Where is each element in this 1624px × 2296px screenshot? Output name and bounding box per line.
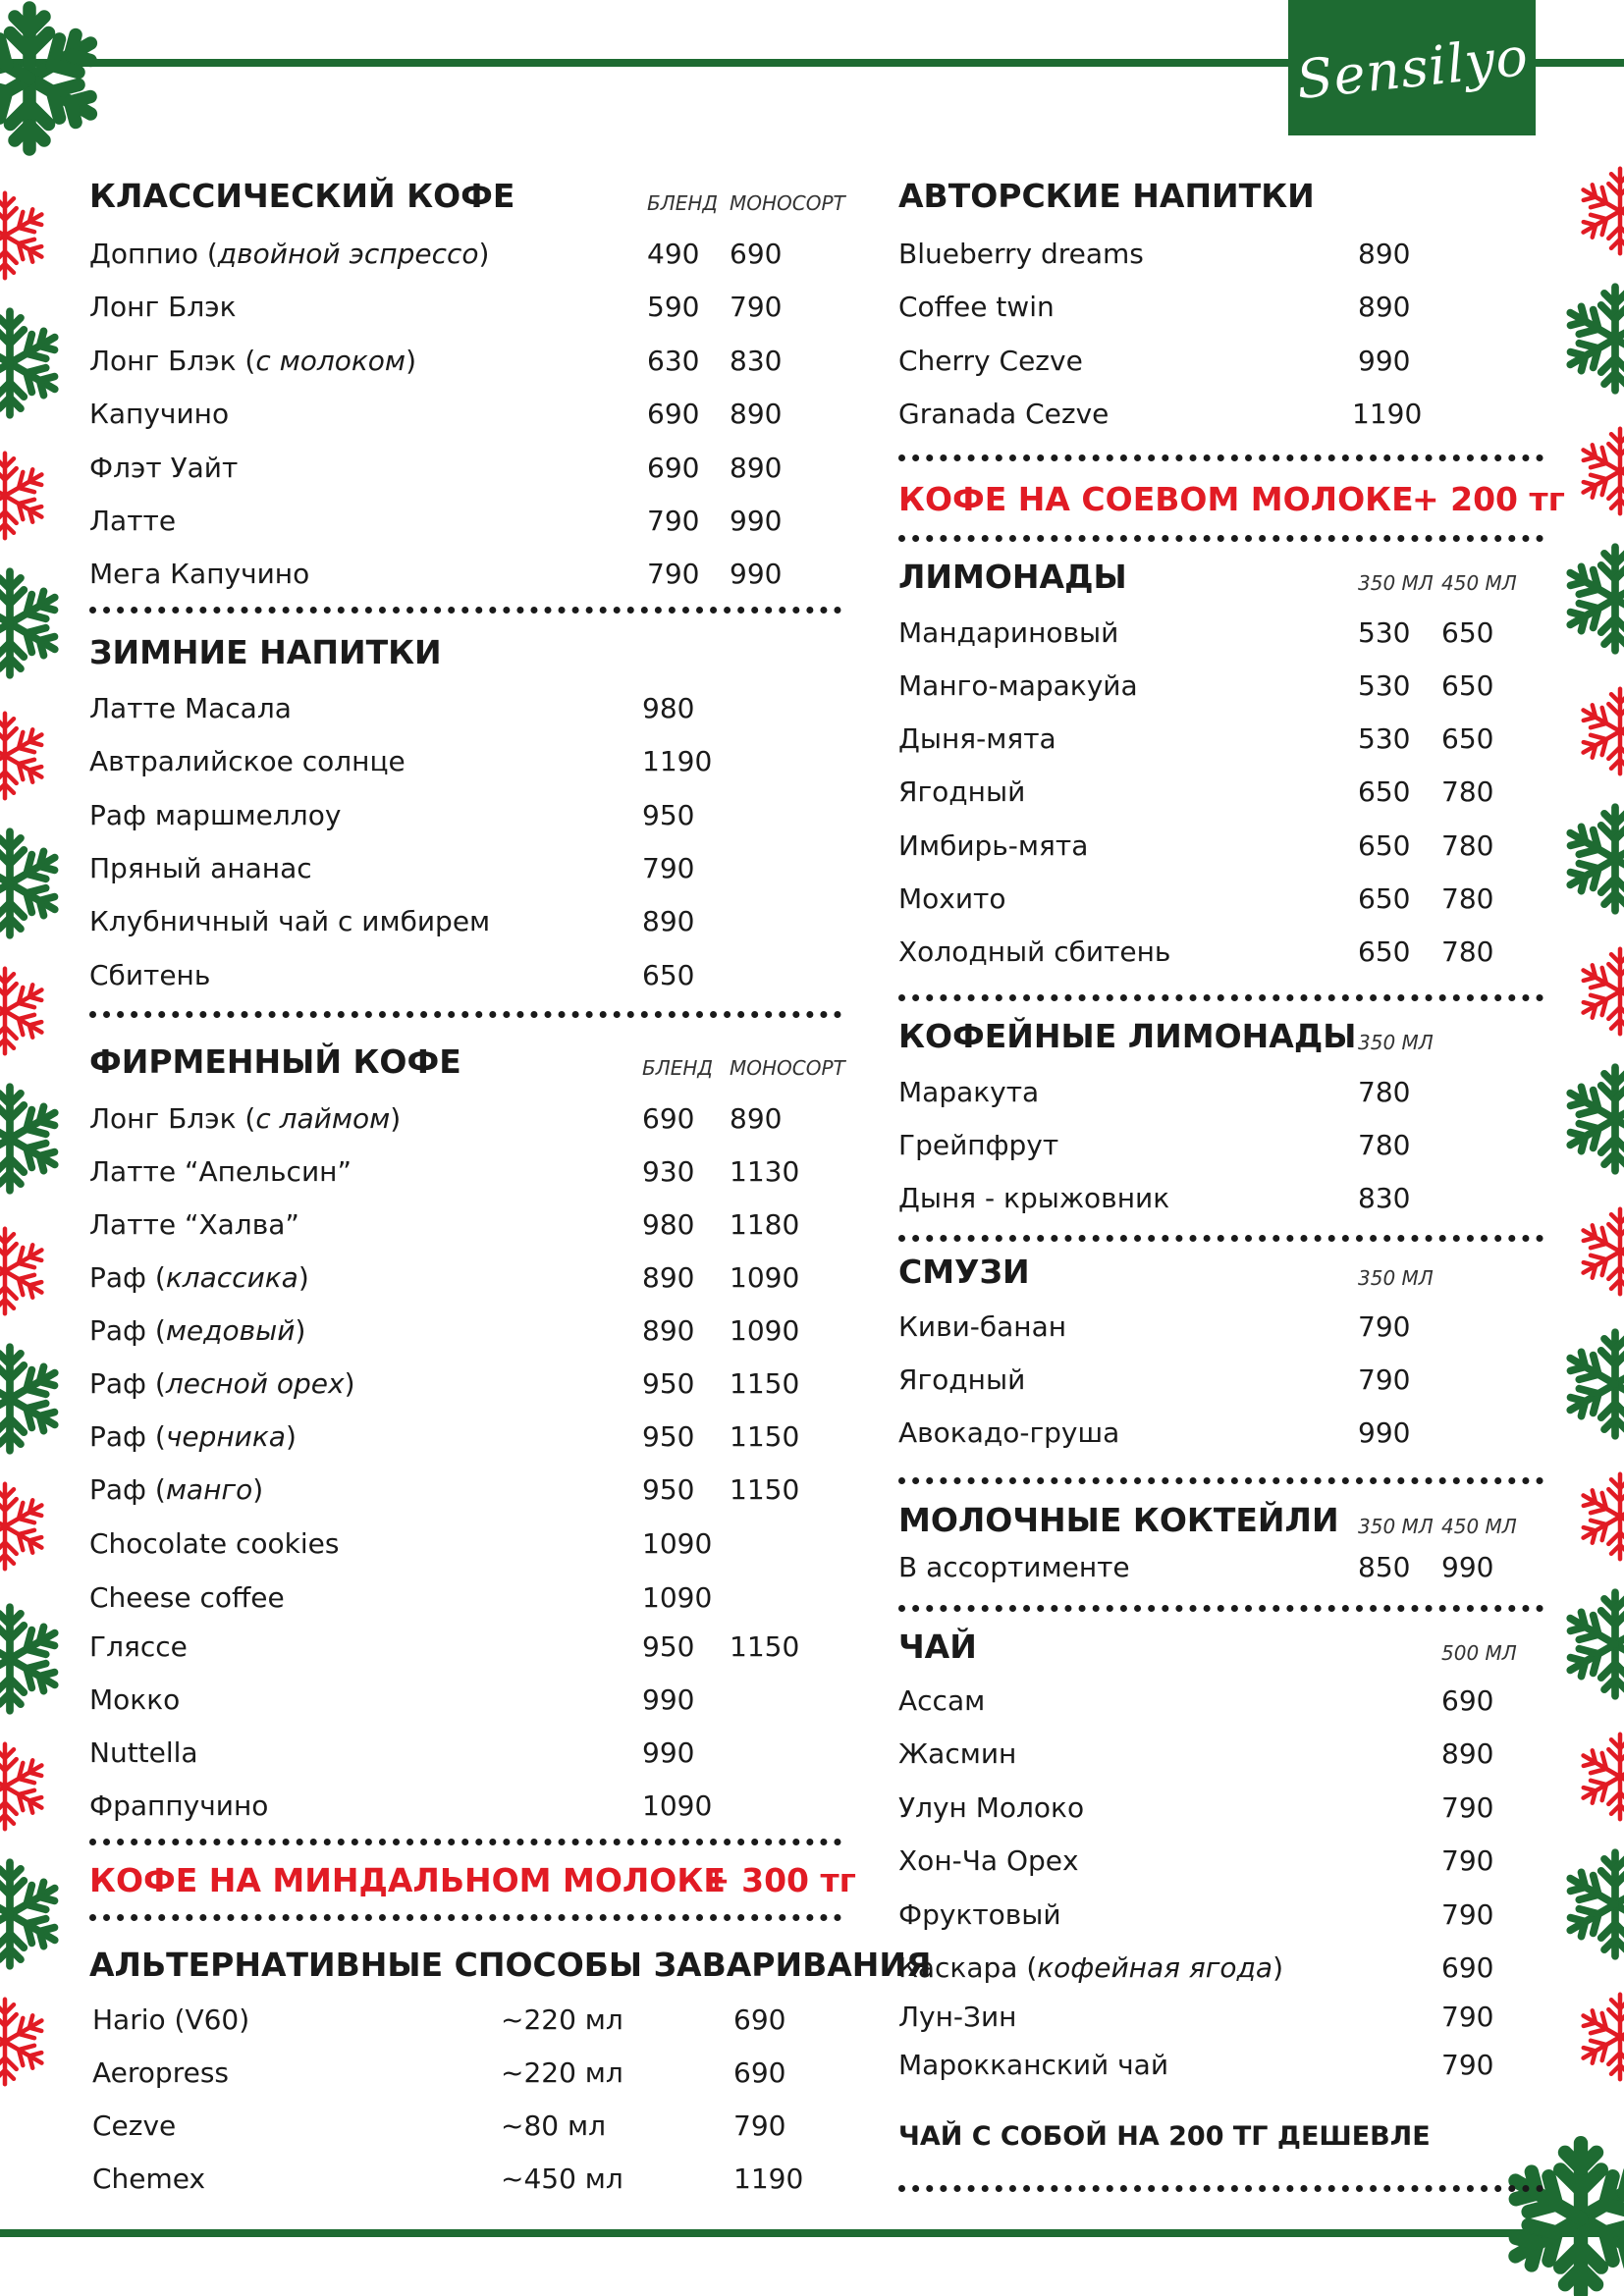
price-blend: 1090 <box>642 1527 713 1560</box>
item-name: Авокадо-груша <box>898 1416 1120 1449</box>
price-blend: 930 <box>642 1155 695 1188</box>
price-350: 780 <box>1358 1076 1411 1108</box>
item-name-note: черника <box>165 1420 286 1453</box>
price-monosort: 1150 <box>730 1420 800 1453</box>
item-name: Раф (медовый) <box>89 1314 306 1347</box>
price-blend: 890 <box>642 1314 695 1347</box>
price-350: 790 <box>1358 1310 1411 1343</box>
price-blend: 490 <box>647 238 700 270</box>
price-monosort: 1090 <box>730 1261 800 1294</box>
price-blend: 950 <box>642 1420 695 1453</box>
price: 980 <box>642 692 695 724</box>
section-title-coffee-lemonades: КОФЕЙНЫЕ ЛИМОНАДЫ <box>898 1017 1357 1055</box>
price-monosort: 1180 <box>730 1208 800 1241</box>
item-name: Латте “Халва” <box>89 1208 299 1241</box>
price-blend: 980 <box>642 1208 695 1241</box>
price-350: 530 <box>1358 616 1411 649</box>
item-name: Мокко <box>89 1683 181 1716</box>
price: 1190 <box>1352 398 1423 430</box>
price-450: 780 <box>1441 775 1494 808</box>
price-blend: 630 <box>647 345 700 377</box>
price: 890 <box>1358 291 1411 323</box>
item-name: Флэт Уайт <box>89 452 239 484</box>
price-500: 790 <box>1441 1898 1494 1931</box>
col-header-350ml: 350 МЛ <box>1358 1266 1434 1290</box>
item-name: Раф маршмеллоу <box>89 799 342 831</box>
item-name: Раф (лесной орех) <box>89 1367 355 1400</box>
item-name: Латте “Апельсин” <box>89 1155 352 1188</box>
item-name: Cheese coffee <box>89 1581 285 1614</box>
item-name: Гляссе <box>89 1630 188 1663</box>
price-350: 850 <box>1358 1551 1411 1583</box>
price-monosort: 890 <box>730 452 783 484</box>
section-title-author: АВТОРСКИЕ НАПИТКИ <box>898 177 1315 215</box>
item-name: Cherry Cezve <box>898 345 1083 377</box>
price-blend: 790 <box>647 505 700 537</box>
price-350: 780 <box>1358 1129 1411 1161</box>
dotted-separator <box>89 1839 841 1845</box>
item-name: Доппио (двойной эспрессо) <box>89 238 490 270</box>
item-name: Хон-Ча Орех <box>898 1844 1079 1877</box>
item-name: Раф (манго) <box>89 1473 264 1506</box>
item-name: Лонг Блэк <box>89 291 237 323</box>
price: 890 <box>642 905 695 937</box>
item-name: Мега Капучино <box>89 558 310 590</box>
price-monosort: 1150 <box>730 1473 800 1506</box>
item-name: Киви-банан <box>898 1310 1067 1343</box>
price-500: 790 <box>1441 2049 1494 2081</box>
item-name: Aeropress <box>92 2056 229 2089</box>
price-500: 690 <box>1441 1951 1494 1984</box>
item-name: Клубничный чай с имбирем <box>89 905 491 937</box>
price-500: 690 <box>1441 1684 1494 1717</box>
almond-milk-surcharge: + 300 тг <box>703 1861 856 1899</box>
item-name-note: лесной орех <box>165 1367 345 1400</box>
volume: ~80 мл <box>501 2109 607 2142</box>
item-name: Раф (черника) <box>89 1420 297 1453</box>
soy-milk-surcharge: + 200 тг <box>1412 480 1565 518</box>
item-name: Дыня - крыжовник <box>898 1182 1170 1214</box>
price-blend: 950 <box>642 1473 695 1506</box>
section-title-tea: ЧАЙ <box>898 1628 977 1666</box>
item-name: Автралийское солнце <box>89 745 406 777</box>
item-name: Марокканский чай <box>898 2049 1169 2081</box>
col-header-350ml: 350 МЛ <box>1358 571 1434 595</box>
item-name: Лонг Блэк (с лаймом) <box>89 1102 402 1135</box>
price-monosort: 1130 <box>730 1155 800 1188</box>
item-name: Латте Масала <box>89 692 292 724</box>
item-name-note: с лаймом <box>255 1102 391 1135</box>
item-name: Blueberry dreams <box>898 238 1144 270</box>
price-350: 990 <box>1358 1416 1411 1449</box>
price-blend: 950 <box>642 1367 695 1400</box>
price-450: 780 <box>1441 882 1494 915</box>
price-450: 780 <box>1441 935 1494 968</box>
price-blend: 690 <box>647 398 700 430</box>
item-name-note: классика <box>165 1261 298 1294</box>
dotted-separator <box>898 994 1543 1001</box>
logo-text: Sensilyo <box>1292 25 1532 111</box>
col-header-450ml: 450 МЛ <box>1441 571 1517 595</box>
item-name-note: медовый <box>165 1314 296 1347</box>
dotted-separator <box>89 1011 841 1018</box>
section-title-signature: ФИРМЕННЫЙ КОФЕ <box>89 1042 461 1081</box>
price: 1190 <box>642 745 713 777</box>
col-header-450ml: 450 МЛ <box>1441 1515 1517 1538</box>
price-350: 650 <box>1358 935 1411 968</box>
price-blend: 990 <box>642 1683 695 1716</box>
item-name: Сбитень <box>89 959 211 991</box>
section-title-milkshakes: МОЛОЧНЫЕ КОКТЕЙЛИ <box>898 1501 1339 1539</box>
price: 790 <box>642 852 695 884</box>
item-name: Мохито <box>898 882 1006 915</box>
item-name: Coffee twin <box>898 291 1055 323</box>
item-name: Маракута <box>898 1076 1040 1108</box>
price-blend: 990 <box>642 1736 695 1769</box>
item-name: Холодный сбитень <box>898 935 1171 968</box>
price-monosort: 690 <box>730 238 783 270</box>
item-name: Cezve <box>92 2109 177 2142</box>
price: 950 <box>642 799 695 831</box>
volume: ~220 мл <box>501 2003 623 2036</box>
col-header-500ml: 500 МЛ <box>1441 1641 1517 1665</box>
section-title-winter: ЗИМНИЕ НАПИТКИ <box>89 633 442 671</box>
price-monosort: 990 <box>730 558 783 590</box>
item-name: Дыня-мята <box>898 722 1056 755</box>
price-500: 790 <box>1441 1791 1494 1824</box>
item-name: Латте <box>89 505 177 537</box>
item-name: Мандариновый <box>898 616 1119 649</box>
price-350: 650 <box>1358 775 1411 808</box>
price-450: 650 <box>1441 669 1494 702</box>
price-blend: 890 <box>642 1261 695 1294</box>
price-monosort: 890 <box>730 1102 783 1135</box>
dotted-separator <box>898 1235 1543 1242</box>
col-header-350ml: 350 МЛ <box>1358 1031 1434 1054</box>
price-500: 790 <box>1441 1844 1494 1877</box>
dotted-separator <box>898 1605 1543 1612</box>
item-name: Ягодный <box>898 1363 1026 1396</box>
item-name: Лун-Зин <box>898 2001 1017 2033</box>
item-name: Грейпфрут <box>898 1129 1059 1161</box>
price: 890 <box>1358 238 1411 270</box>
item-name: Chemex <box>92 2163 206 2195</box>
price-350: 650 <box>1358 882 1411 915</box>
item-name: Фруктовый <box>898 1898 1061 1931</box>
price-monosort: 830 <box>730 345 783 377</box>
item-name: Имбирь-мята <box>898 829 1089 862</box>
item-name-note: манго <box>165 1473 253 1506</box>
item-name: Улун Молоко <box>898 1791 1085 1824</box>
price-blend: 790 <box>647 558 700 590</box>
price-blend: 1090 <box>642 1789 713 1822</box>
item-name: В ассортименте <box>898 1551 1130 1583</box>
item-name: Granada Cezve <box>898 398 1110 430</box>
price: 650 <box>642 959 695 991</box>
dotted-separator <box>898 2185 1543 2192</box>
price-350: 530 <box>1358 669 1411 702</box>
dotted-separator <box>898 1477 1543 1484</box>
col-header-350ml: 350 МЛ <box>1358 1515 1434 1538</box>
item-name: Фраппучино <box>89 1789 269 1822</box>
tea-takeaway-note: ЧАЙ С СОБОЙ НА 200 ТГ ДЕШЕВЛЕ <box>898 2121 1431 2152</box>
price-blend: 590 <box>647 291 700 323</box>
item-name: Раф (классика) <box>89 1261 309 1294</box>
item-name: Nuttella <box>89 1736 198 1769</box>
price: 790 <box>733 2109 786 2142</box>
price-monosort: 790 <box>730 291 783 323</box>
soy-milk-title: КОФЕ НА СОЕВОМ МОЛОКЕ <box>898 480 1414 518</box>
col-header-monosort: МОНОСОРТ <box>730 1056 845 1080</box>
dotted-separator <box>89 607 841 614</box>
section-title-lemonades: ЛИМОНАДЫ <box>898 558 1127 596</box>
volume: ~220 мл <box>501 2056 623 2089</box>
item-name-note: кофейная ягода <box>1037 1951 1273 1984</box>
item-name-note: с молоком <box>255 345 406 377</box>
item-name: Жасмин <box>898 1737 1017 1770</box>
left-column <box>89 0 932 2296</box>
price-350: 530 <box>1358 722 1411 755</box>
price-450: 650 <box>1441 722 1494 755</box>
col-header-blend: БЛЕНД <box>642 1056 714 1080</box>
section-title-classic: КЛАССИЧЕСКИЙ КОФЕ <box>89 177 515 215</box>
price-monosort: 890 <box>730 398 783 430</box>
price: 690 <box>733 2003 786 2036</box>
price-500: 890 <box>1441 1737 1494 1770</box>
price-monosort: 1090 <box>730 1314 800 1347</box>
item-name: Манго-маракуйа <box>898 669 1138 702</box>
price-350: 830 <box>1358 1182 1411 1214</box>
almond-milk-title: КОФЕ НА МИНДАЛЬНОМ МОЛОКЕ <box>89 1861 726 1899</box>
price-450: 990 <box>1441 1551 1494 1583</box>
price-350: 790 <box>1358 1363 1411 1396</box>
price: 1190 <box>733 2163 804 2195</box>
price-monosort: 990 <box>730 505 783 537</box>
price-blend: 690 <box>642 1102 695 1135</box>
item-name: Лонг Блэк (с молоком) <box>89 345 416 377</box>
right-column <box>898 0 1565 2296</box>
item-name: Капучино <box>89 398 230 430</box>
item-name: Ягодный <box>898 775 1026 808</box>
price-monosort: 1150 <box>730 1367 800 1400</box>
price-500: 790 <box>1441 2001 1494 2033</box>
dotted-separator <box>898 535 1543 542</box>
price-blend: 690 <box>647 452 700 484</box>
dotted-separator <box>898 454 1543 461</box>
section-title-smoothies: СМУЗИ <box>898 1253 1030 1291</box>
price-450: 780 <box>1441 829 1494 862</box>
dotted-separator <box>89 1914 841 1921</box>
price-350: 650 <box>1358 829 1411 862</box>
item-name: Пряный ананас <box>89 852 312 884</box>
price-450: 650 <box>1441 616 1494 649</box>
volume: ~450 мл <box>501 2163 623 2195</box>
item-name: Hario (V60) <box>92 2003 250 2036</box>
col-header-monosort: МОНОСОРТ <box>730 191 845 215</box>
price: 990 <box>1358 345 1411 377</box>
price: 690 <box>733 2056 786 2089</box>
item-name: Каскара (кофейная ягода) <box>898 1951 1284 1984</box>
item-name: Ассам <box>898 1684 986 1717</box>
item-name-note: двойной эспрессо <box>217 238 479 270</box>
price-blend: 950 <box>642 1630 695 1663</box>
price-monosort: 1150 <box>730 1630 800 1663</box>
price-blend: 1090 <box>642 1581 713 1614</box>
item-name: Chocolate cookies <box>89 1527 340 1560</box>
col-header-blend: БЛЕНД <box>647 191 719 215</box>
section-title-brewing: АЛЬТЕРНАТИВНЫЕ СПОСОБЫ ЗАВАРИВАНИЯ <box>89 1946 932 1984</box>
